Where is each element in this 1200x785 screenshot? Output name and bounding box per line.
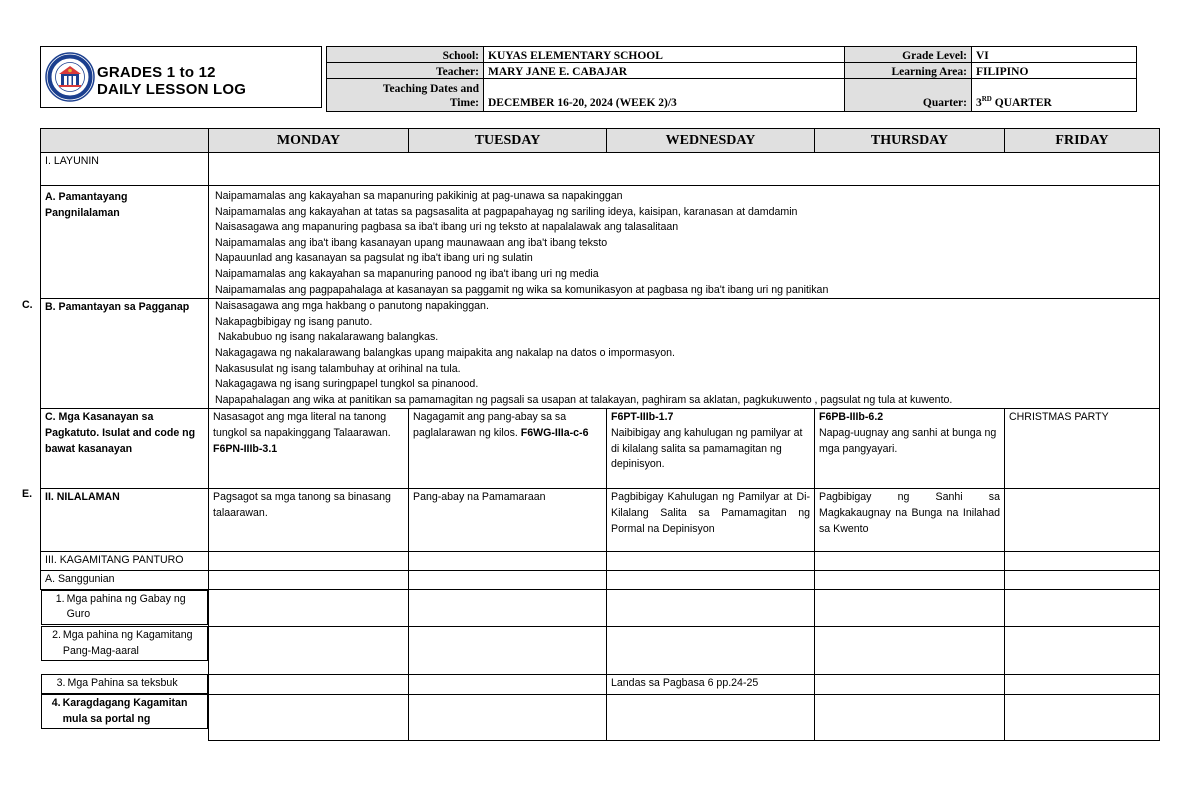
quarter-number: 3 bbox=[976, 97, 982, 109]
empty-cell bbox=[815, 589, 1005, 626]
content-standard-line: Naipamamalas ang pagpapahalaga at kasanayan sa paggamit ng wika sa komunikasyon at pagbasa ng iba't ibang uri ng panitikan bbox=[215, 283, 829, 296]
empty-cell bbox=[409, 674, 607, 694]
pamantayan-pagganap-label: B. Pamantayan sa Pagganap bbox=[41, 299, 209, 409]
kasanayan-label: C. Mga Kasanayan sa Pagkatuto. Isulat and code ng bawat kasanayan bbox=[41, 409, 209, 489]
teacher-value: MARY JANE E. CABAJAR bbox=[484, 63, 845, 79]
empty-cell bbox=[209, 552, 409, 571]
kasanayan-wednesday-text: Naibibigay ang kahulugan ng pamilyar at di kilalang salita sa pamamagitan ng depinisyon. bbox=[611, 426, 803, 471]
header-title-box bbox=[40, 46, 322, 108]
empty-cell bbox=[409, 552, 607, 571]
empty-cell bbox=[409, 570, 607, 589]
row-layunin bbox=[41, 153, 1160, 186]
kasanayan-monday-text: Nasasagot ang mga literal na tanong tungkol sa napakinggang Talaarawan. bbox=[213, 411, 391, 439]
nilalaman-tuesday: Pang-abay na Pamamaraan bbox=[409, 489, 607, 552]
teksbuk-label bbox=[41, 674, 209, 694]
pamantayang-pangnilalaman-content bbox=[209, 186, 1160, 299]
learning-area-value: FILIPINO bbox=[972, 63, 1137, 79]
layunin-content bbox=[209, 153, 1160, 186]
pamantayan-pagganap-content bbox=[209, 299, 1160, 409]
gabay-guro-text: Mga pahina ng Gabay ng Guro bbox=[66, 592, 186, 621]
row-kagamitang-panturo bbox=[41, 552, 1160, 571]
side-marker-e: E. bbox=[22, 488, 33, 500]
deped-seal-icon bbox=[45, 52, 95, 102]
nilalaman-wednesday: Pagbibigay Kahulugan ng Pamilyar at Di-Kilalang Salita sa Pamamagitan ng Pormal na Depinisyon bbox=[607, 489, 815, 552]
grade-level-value: VI bbox=[972, 47, 1137, 63]
empty-cell bbox=[209, 626, 409, 674]
kagamitang-panturo-label: III. KAGAMITANG PANTURO bbox=[41, 552, 209, 571]
empty-cell bbox=[607, 589, 815, 626]
content-standard-line: Naipamamalas ang kakayahan sa mapanuring panood ng iba't ibang uri ng media bbox=[215, 267, 599, 280]
kasanayan-tuesday-code: F6WG-IIIa-c-6 bbox=[520, 426, 589, 439]
layunin-label: I. LAYUNIN bbox=[41, 153, 209, 186]
content-standard-line: Napauunlad ang kasanayan sa pagsulat ng iba't ibang uri ng sulatin bbox=[215, 252, 533, 265]
day-header-row bbox=[41, 129, 1160, 153]
row-nilalaman bbox=[41, 489, 1160, 552]
school-value: KUYAS ELEMENTARY SCHOOL bbox=[484, 47, 845, 63]
empty-cell bbox=[1005, 674, 1160, 694]
kagamitang-mag-aaral-label bbox=[41, 626, 209, 661]
row-pamantayang-pangnilalaman bbox=[41, 186, 1160, 299]
karagdagang-number: 4. bbox=[51, 697, 61, 709]
empty-cell bbox=[607, 694, 815, 740]
kasanayan-friday: CHRISTMAS PARTY bbox=[1005, 409, 1160, 489]
kasanayan-monday-code: F6PN-IIIb-3.1 bbox=[213, 442, 278, 455]
empty-cell bbox=[815, 674, 1005, 694]
kasanayan-thursday bbox=[815, 409, 1005, 489]
kasanayan-thursday-code: F6PB-IIIb-6.2 bbox=[819, 411, 884, 424]
sanggunian-label: A. Sanggunian bbox=[41, 570, 209, 589]
gabay-guro-label bbox=[41, 590, 209, 625]
nilalaman-monday: Pagsagot sa mga tanong sa binasang talaarawan. bbox=[209, 489, 409, 552]
teacher-label: Teacher: bbox=[327, 63, 484, 79]
teaching-dates-label-line1: Teaching Dates and bbox=[382, 83, 479, 95]
day-header-monday: MONDAY bbox=[209, 129, 409, 153]
grade-level-label: Grade Level: bbox=[845, 47, 972, 63]
school-label: School: bbox=[327, 47, 484, 63]
empty-cell bbox=[815, 552, 1005, 571]
empty-cell bbox=[607, 570, 815, 589]
side-marker-c: C. bbox=[22, 299, 33, 311]
content-standard-line: Naipamamalas ang kakayahan sa mapanuring pakikinig at pag-unawa sa napakinggan bbox=[215, 190, 623, 202]
log-title bbox=[97, 64, 246, 98]
empty-cell bbox=[409, 589, 607, 626]
performance-standard-line: Nakasusulat ng isang talambuhay at orihinal na tula. bbox=[215, 362, 461, 375]
empty-cell bbox=[1005, 552, 1160, 571]
lesson-log-table bbox=[40, 128, 1160, 741]
empty-cell bbox=[209, 694, 409, 740]
empty-cell bbox=[607, 552, 815, 571]
teksbuk-wednesday: Landas sa Pagbasa 6 pp.24-25 bbox=[607, 674, 815, 694]
pamantayang-pangnilalaman-label: A. Pamantayang Pangnilalaman bbox=[41, 186, 209, 299]
row-pamantayan-pagganap bbox=[41, 299, 1160, 409]
nilalaman-thursday: Pagbibigay ng Sanhi sa Magkakaugnay na Bunga na Inilahad sa Kwento bbox=[815, 489, 1005, 552]
day-header-friday: FRIDAY bbox=[1005, 129, 1160, 153]
kasanayan-tuesday-text: Nagagamit ang pang-abay sa sa paglalarawan ng kilos. bbox=[413, 411, 567, 439]
empty-cell bbox=[1005, 570, 1160, 589]
kasanayan-wednesday-code: F6PT-IIIb-1.7 bbox=[611, 411, 674, 424]
empty-cell bbox=[209, 589, 409, 626]
kasanayan-tuesday bbox=[409, 409, 607, 489]
performance-standard-line: Nakapagbibigay ng isang panuto. bbox=[215, 315, 373, 328]
row-sanggunian bbox=[41, 570, 1160, 589]
empty-cell bbox=[209, 674, 409, 694]
empty-cell bbox=[1005, 589, 1160, 626]
kasanayan-thursday-text: Napag-uugnay ang sanhi at bunga ng mga pangyayari. bbox=[819, 426, 997, 455]
empty-cell bbox=[1005, 694, 1160, 740]
performance-standard-line: Nakagagawa ng isang suringpapel tungkol sa pinanood. bbox=[215, 378, 479, 391]
empty-cell bbox=[409, 694, 607, 740]
teksbuk-text: Mga Pahina sa teksbuk bbox=[67, 677, 178, 689]
day-header-tuesday: TUESDAY bbox=[409, 129, 607, 153]
nilalaman-label: II. NILALAMAN bbox=[41, 489, 209, 552]
teaching-dates-label-line2: Time: bbox=[449, 97, 479, 109]
day-header-wednesday: WEDNESDAY bbox=[607, 129, 815, 153]
row-karagdagang-kagamitan bbox=[41, 694, 1160, 740]
performance-standard-line: Nakagagawa ng nakalarawang balangkas upang maipakita ang nakalap na datos o impormasyon. bbox=[215, 346, 675, 359]
row-gabay-guro bbox=[41, 589, 1160, 626]
content-standard-line: Naisasagawa ang mapanuring pagbasa sa iba't ibang uri ng teksto at napalalawak ang talasalitaan bbox=[215, 221, 679, 234]
title-line-1: GRADES 1 to 12 bbox=[97, 64, 216, 81]
title-line-2: DAILY LESSON LOG bbox=[97, 81, 247, 98]
performance-standard-line: Nakabubuo ng isang nakalarawang balangkas. bbox=[215, 331, 439, 344]
empty-cell bbox=[815, 570, 1005, 589]
kasanayan-wednesday bbox=[607, 409, 815, 489]
row-kasanayan bbox=[41, 409, 1160, 489]
content-standard-line: Naipamamalas ang kakayahan at tatas sa pagsasalita at pagpapahayag ng sariling ideya, kaisipan, karanasan at damdamin bbox=[215, 205, 798, 218]
karagdagang-text: Karagdagang Kagamitan mula sa portal ng bbox=[62, 697, 188, 725]
empty-cell bbox=[815, 694, 1005, 740]
empty-cell bbox=[409, 626, 607, 674]
kagamitang-mag-aaral-number: 2. bbox=[52, 629, 61, 641]
kagamitang-mag-aaral-text: Mga pahina ng Kagamitang Pang-Mag-aaral bbox=[62, 629, 193, 657]
empty-cell bbox=[607, 626, 815, 674]
karagdagang-kagamitan-label bbox=[41, 694, 209, 729]
row-teksbuk bbox=[41, 674, 1160, 694]
quarter-suffix: RD bbox=[981, 95, 992, 104]
day-header-blank bbox=[41, 129, 209, 153]
teksbuk-number: 3. bbox=[56, 677, 66, 689]
quarter-value bbox=[972, 79, 1137, 112]
empty-cell bbox=[1005, 626, 1160, 674]
gabay-guro-number: 1. bbox=[55, 592, 65, 605]
school-info-table bbox=[326, 46, 1137, 112]
teaching-dates-value: DECEMBER 16-20, 2024 (WEEK 2)/3 bbox=[484, 79, 845, 112]
quarter-label: Quarter: bbox=[845, 79, 972, 112]
performance-standard-line: Napapahalagan ang wika at panitikan sa pamamagitan ng pagsali sa usapan at talakayan, paghiram sa aklatan, pagkukuwento , pagsulat ng tula at kuwento. bbox=[215, 393, 953, 406]
content-standard-line: Naipamamalas ang iba't ibang kasanayan upang maunawaan ang iba't ibang teksto bbox=[215, 236, 608, 249]
performance-standard-line: Naisasagawa ang mga hakbang o panutong napakinggan. bbox=[215, 300, 489, 313]
learning-area-label: Learning Area: bbox=[845, 63, 972, 79]
empty-cell bbox=[815, 626, 1005, 674]
day-header-thursday: THURSDAY bbox=[815, 129, 1005, 153]
row-kagamitang-mag-aaral bbox=[41, 626, 1160, 674]
kasanayan-monday bbox=[209, 409, 409, 489]
empty-cell bbox=[209, 570, 409, 589]
quarter-word: QUARTER bbox=[991, 97, 1052, 109]
nilalaman-friday bbox=[1005, 489, 1160, 552]
teaching-dates-label bbox=[327, 79, 484, 112]
